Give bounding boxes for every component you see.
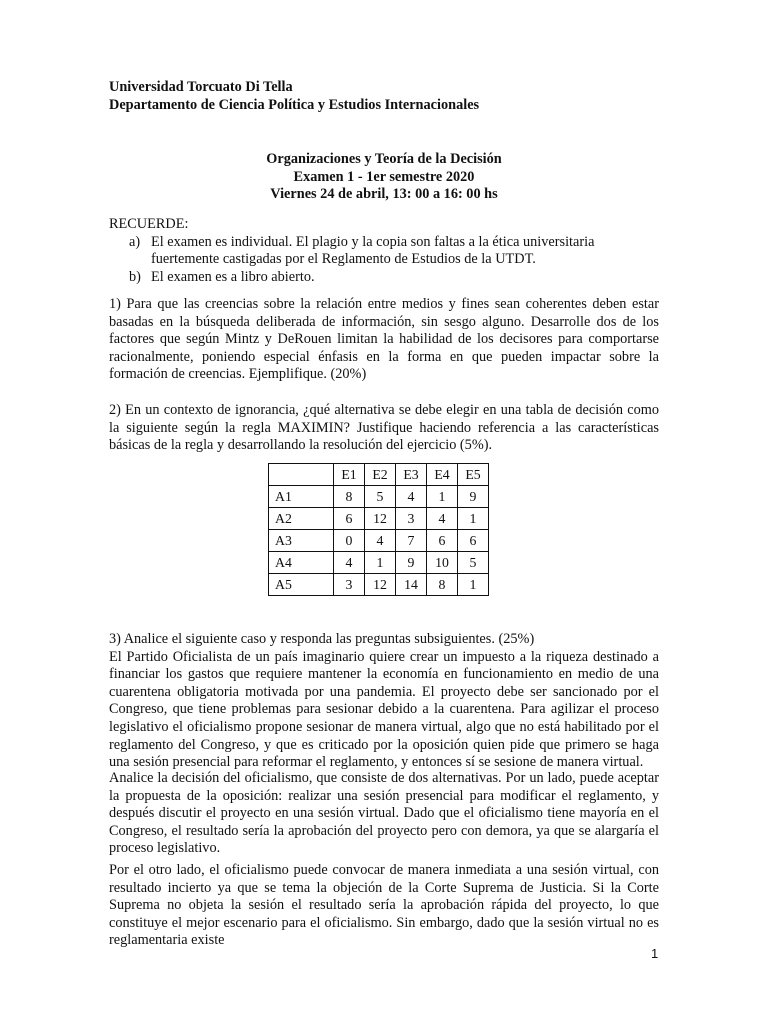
question-3-analysis — [109, 770, 659, 858]
exam-name: Examen 1 - 1er semestre 2020 — [293, 168, 475, 185]
table-cell: 4 — [427, 508, 458, 530]
question-3-alternative — [109, 862, 659, 950]
question-2 — [109, 402, 659, 455]
table-row — [269, 508, 489, 530]
table-cell: 4 — [334, 552, 365, 574]
university-name: Universidad Torcuato Di Tella — [109, 79, 293, 95]
table-cell: 12 — [365, 508, 396, 530]
column-header: E3 — [396, 464, 427, 486]
table-header-row — [269, 464, 489, 486]
table-cell: 6 — [458, 530, 489, 552]
list-marker: a) — [129, 233, 141, 250]
table-row — [269, 486, 489, 508]
reminder-list — [109, 234, 659, 287]
question-1 — [109, 296, 659, 384]
exam-title — [109, 151, 659, 204]
table-cell: 8 — [334, 486, 365, 508]
table-cell: 12 — [365, 574, 396, 596]
column-header: E5 — [458, 464, 489, 486]
exam-date: Viernes 24 de abril, 13: 00 a 16: 00 hs — [270, 186, 498, 203]
row-label: A2 — [269, 508, 334, 530]
table-cell: 6 — [334, 508, 365, 530]
column-header: E1 — [334, 464, 365, 486]
row-label: A3 — [269, 530, 334, 552]
table-cell: 1 — [365, 552, 396, 574]
question-2-text: 2) En un contexto de ignorancia, ¿qué alternativa se debe elegir en una tabla de decisión como la siguiente según la regla MAXIMIN? Justifique haciendo referencia a las características básicas de la regla y desarrollando la resolución del ejercicio (5%). — [109, 402, 659, 454]
table-cell: 4 — [396, 486, 427, 508]
table-cell: 1 — [458, 574, 489, 596]
reminder-heading: RECUERDE: — [109, 216, 189, 232]
table-cell: 6 — [427, 530, 458, 552]
row-label: A5 — [269, 574, 334, 596]
department-name: Departamento de Ciencia Política y Estudios Internacionales — [109, 96, 480, 113]
table-cell: 9 — [396, 552, 427, 574]
document-header — [109, 79, 669, 114]
question-3-case: El Partido Oficialista de un país imaginario quiere crear un impuesto a la riqueza destinado a financiar los gastos que requiere mantener la economía en funcionamiento en medio de una cuarentena obligatoria motivada por una pandemia. El proyecto debe ser sancionado por el Congreso, que tiene problemas para sesionar debido a la cuarentena. Para agilizar el proceso legislativo el oficialismo propone sesionar de manera virtual, algo que no está habilitado por el reglamento del Congreso, y que es criticado por la oposición quien pide que primero se haga una sesión presencial para reformar el reglamento, y entonces sí se sesione de manera virtual. — [109, 648, 659, 771]
table-cell: 7 — [396, 530, 427, 552]
table-cell: 5 — [365, 486, 396, 508]
column-header: E2 — [365, 464, 396, 486]
question-3-alternative-text: Por el otro lado, el oficialismo puede convocar de manera inmediata a una sesión virtual, con resultado incierto ya que se tema la objeción de la Corte Suprema de Justicia. Si la Corte Suprema no objeta la sesión el resultado sería la aprobación rápida del proyecto, lo que constituye el mejor escenario para el oficialismo. Sin embargo, dado que la sesión virtual no es reglamentaria existe — [109, 862, 659, 949]
reminder-text: El examen es individual. El plagio y la copia son faltas a la ética universitaria fuertemente castigadas por el Reglamento de Estudios de la UTDT. — [151, 233, 595, 268]
table-cell: 14 — [396, 574, 427, 596]
table-cell: 3 — [396, 508, 427, 530]
table-cell: 4 — [365, 530, 396, 552]
table-cell: 1 — [458, 508, 489, 530]
table-corner-cell — [269, 464, 334, 486]
row-label: A1 — [269, 486, 334, 508]
table-row — [269, 574, 489, 596]
table-cell: 0 — [334, 530, 365, 552]
column-header: E4 — [427, 464, 458, 486]
table-cell: 9 — [458, 486, 489, 508]
table-cell: 10 — [427, 552, 458, 574]
question-3-analysis-text: Analice la decisión del oficialismo, que consiste de dos alternativas. Por un lado, puede aceptar la propuesta de la oposición: realizar una sesión presencial para modificar el reglamento, y después discutir el proyecto en una sesión virtual. Dado que el oficialismo tiene mayoría en el Congreso, el resultado sería la aprobación del proyecto pero con demora, ya que se alargaría el proceso legislativo. — [109, 770, 659, 857]
table-cell: 5 — [458, 552, 489, 574]
list-marker: b) — [129, 268, 141, 285]
table-cell: 8 — [427, 574, 458, 596]
question-3 — [109, 631, 659, 772]
table-row — [269, 552, 489, 574]
reminder-item — [109, 269, 659, 287]
question-1-text: 1) Para que las creencias sobre la relación entre medios y fines sean coherentes deben estar basadas en la búsqueda deliberada de información, sin sesgo alguno. Desarrolle dos de los factores que según Mintz y DeRouen limitan la habilidad de los decisores para comportarse racionalmente, poniendo especial énfasis en la forma en que pueden impactar sobre la formación de creencias. Ejemplifique. (20%) — [109, 296, 659, 383]
reminder-section — [109, 216, 659, 286]
reminder-text: El examen es a libro abierto. — [151, 268, 315, 285]
question-3-intro: 3) Analice el siguiente caso y responda las preguntas subsiguientes. (25%) — [109, 631, 535, 647]
page-number: 1 — [651, 946, 659, 961]
table-cell: 1 — [427, 486, 458, 508]
row-label: A4 — [269, 552, 334, 574]
course-title: Organizaciones y Teoría de la Decisión — [266, 151, 502, 167]
decision-table — [268, 463, 489, 596]
table-row — [269, 530, 489, 552]
reminder-item — [109, 234, 659, 269]
table-cell: 3 — [334, 574, 365, 596]
